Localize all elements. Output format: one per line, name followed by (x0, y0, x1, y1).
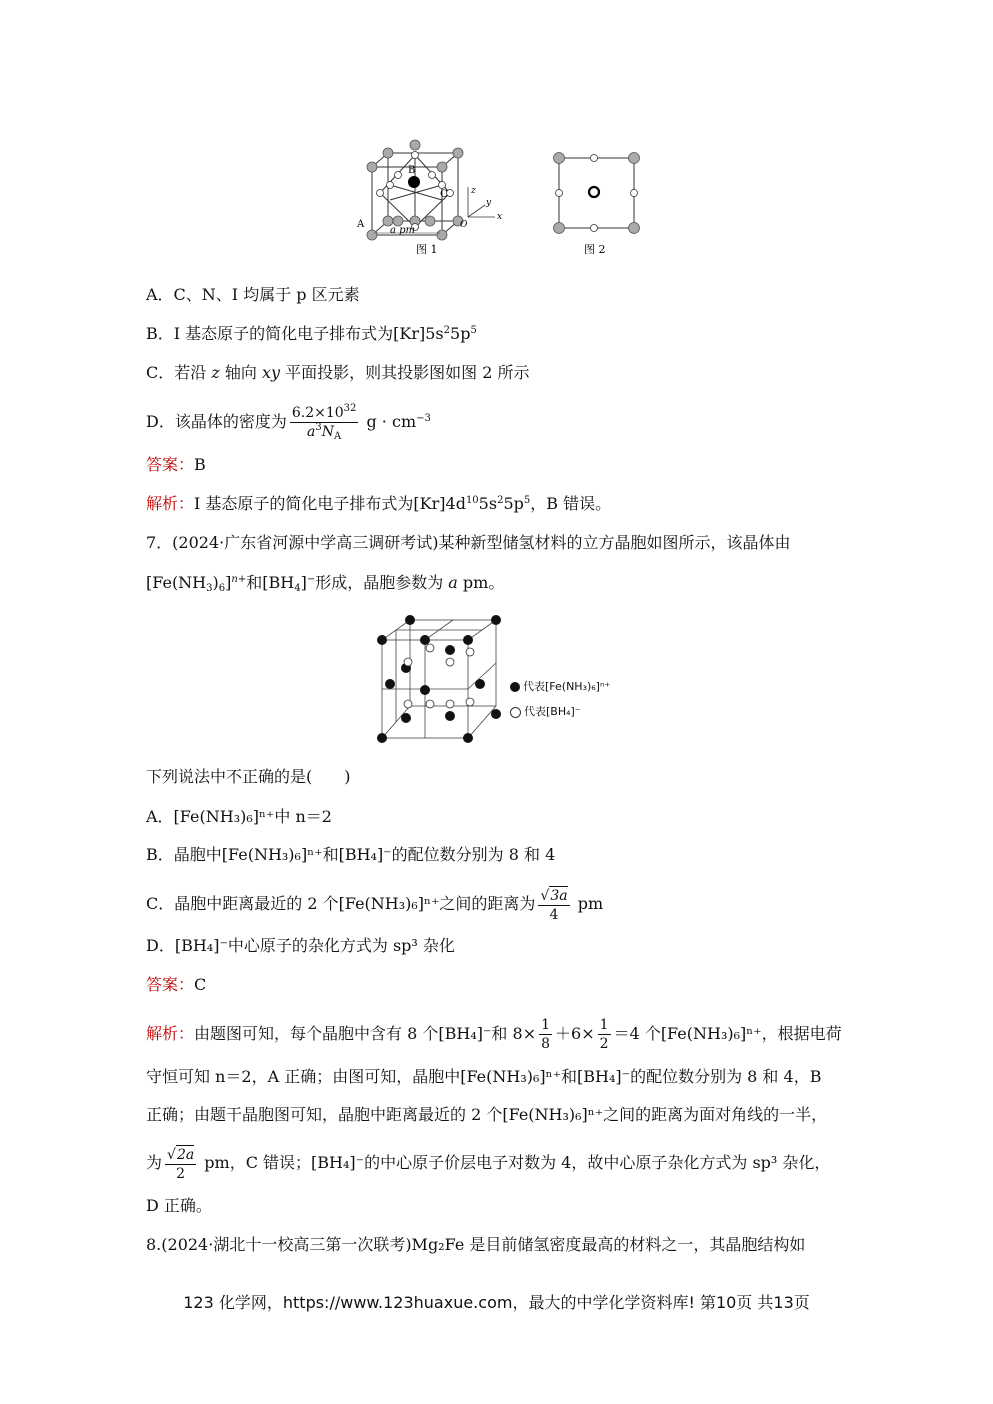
axis-o: O (460, 220, 468, 230)
q8-stem: 8.(2024·湖北十一校高三第一次联考)Mg₂Fe 是目前储氢密度最高的材料之一，其晶胞结构如 (146, 1235, 806, 1254)
q7-analysis-line4: 为 $\frac{√2a}{2}$ pm，C 错误；[BH₄]⁻的中心原子价层电子对数为 4，故中心原子杂化方式为 sp³ 杂化， (146, 1146, 831, 1182)
q7-option-a: A．[Fe(NH₃)₆]ⁿ⁺中 n＝2 (146, 807, 332, 826)
axis-z: z (471, 186, 476, 196)
q6-analysis: 解析：I 基态原子的简化电子排布式为$[Kr]4d^{10}5s^25p^5$，B 错误。 (146, 494, 612, 513)
q7-answer: 答案：C (146, 975, 207, 994)
axis-y: y (486, 198, 492, 208)
q6-option-d: D．该晶体的密度为 $\frac{6.2\times 10^{32}}{a^3N_A}$ $g \cdot cm^{-3}$ (146, 403, 431, 442)
q6-option-c: C．若沿 z 轴向 xy 平面投影，则其投影图如图 2 所示 (146, 363, 530, 382)
page-footer: 123 化学网，https://www.123huaxue.com，最大的中学化学资料库! 第10页 共13页 (183, 1293, 810, 1312)
q7-stem-line2: $[Fe(NH_3)_6]^{n+}$和$[BH_4]^-$形成，晶胞参数为 a pm。 (146, 573, 505, 594)
q7-option-c: C．晶胞中距离最近的 2 个[Fe(NH₃)₆]ⁿ⁺之间的距离为 $\frac{√3a}{4}$ pm (146, 887, 604, 923)
q7-analysis-line3: 正确；由题干晶胞图可知，晶胞中距离最近的 2 个[Fe(NH₃)₆]ⁿ⁺之间的距离为面对角线的一半， (146, 1105, 828, 1124)
q7-analysis-line2: 守恒可知 n＝2，A 正确；由图可知，晶胞中[Fe(NH₃)₆]ⁿ⁺和[BH₄]⁻的配位数分别为 8 和 4，B (146, 1067, 822, 1086)
fig1-label-c: C (440, 189, 448, 200)
fig1-label-apm: a pm (390, 225, 416, 236)
q7-option-b: B．晶胞中[Fe(NH₃)₆]ⁿ⁺和[BH₄]⁻的配位数分别为 8 和 4 (146, 845, 556, 864)
q7-analysis-line1: 解析：由题图可知，每个晶胞中含有 8 个[BH₄]⁻和 8× $\frac{1}{8}$ ＋6× $\frac{1}{2}$ ＝4 个[Fe(NH₃)₆]ⁿ⁺，根据电荷 (146, 1017, 842, 1052)
q7-option-d: D．[BH₄]⁻中心原子的杂化方式为 sp³ 杂化 (146, 936, 455, 955)
q6-option-b: B．I 基态原子的简化电子排布式为$[Kr]5s^25p^5$ (146, 324, 477, 343)
fig2-caption: 图 2 (584, 243, 606, 256)
fig1-label-b: B (408, 165, 416, 176)
axis-x: x (497, 212, 503, 222)
q7-stem-line1: 7．(2024·广东省河源中学高三调研考试)某种新型储氢材料的立方晶胞如图所示，该晶体由 (146, 533, 791, 552)
legend-fe: 代表[Fe(NH₃)₆]ⁿ⁺ (510, 678, 610, 694)
q7-crystal-figure (370, 612, 510, 747)
q6-answer: 答案：B (146, 455, 206, 474)
q7-analysis-line5: D 正确。 (146, 1196, 212, 1215)
fig1-caption: 图 1 (416, 243, 438, 256)
fig1-label-a: A (357, 219, 365, 230)
legend-bh4: 代表[BH₄]⁻ (510, 703, 581, 719)
crystal-figure-1-2 (350, 135, 650, 260)
q7-question: 下列说法中不正确的是( ) (146, 767, 351, 786)
q6-option-a: A．C、N、I 均属于 p 区元素 (146, 285, 360, 304)
